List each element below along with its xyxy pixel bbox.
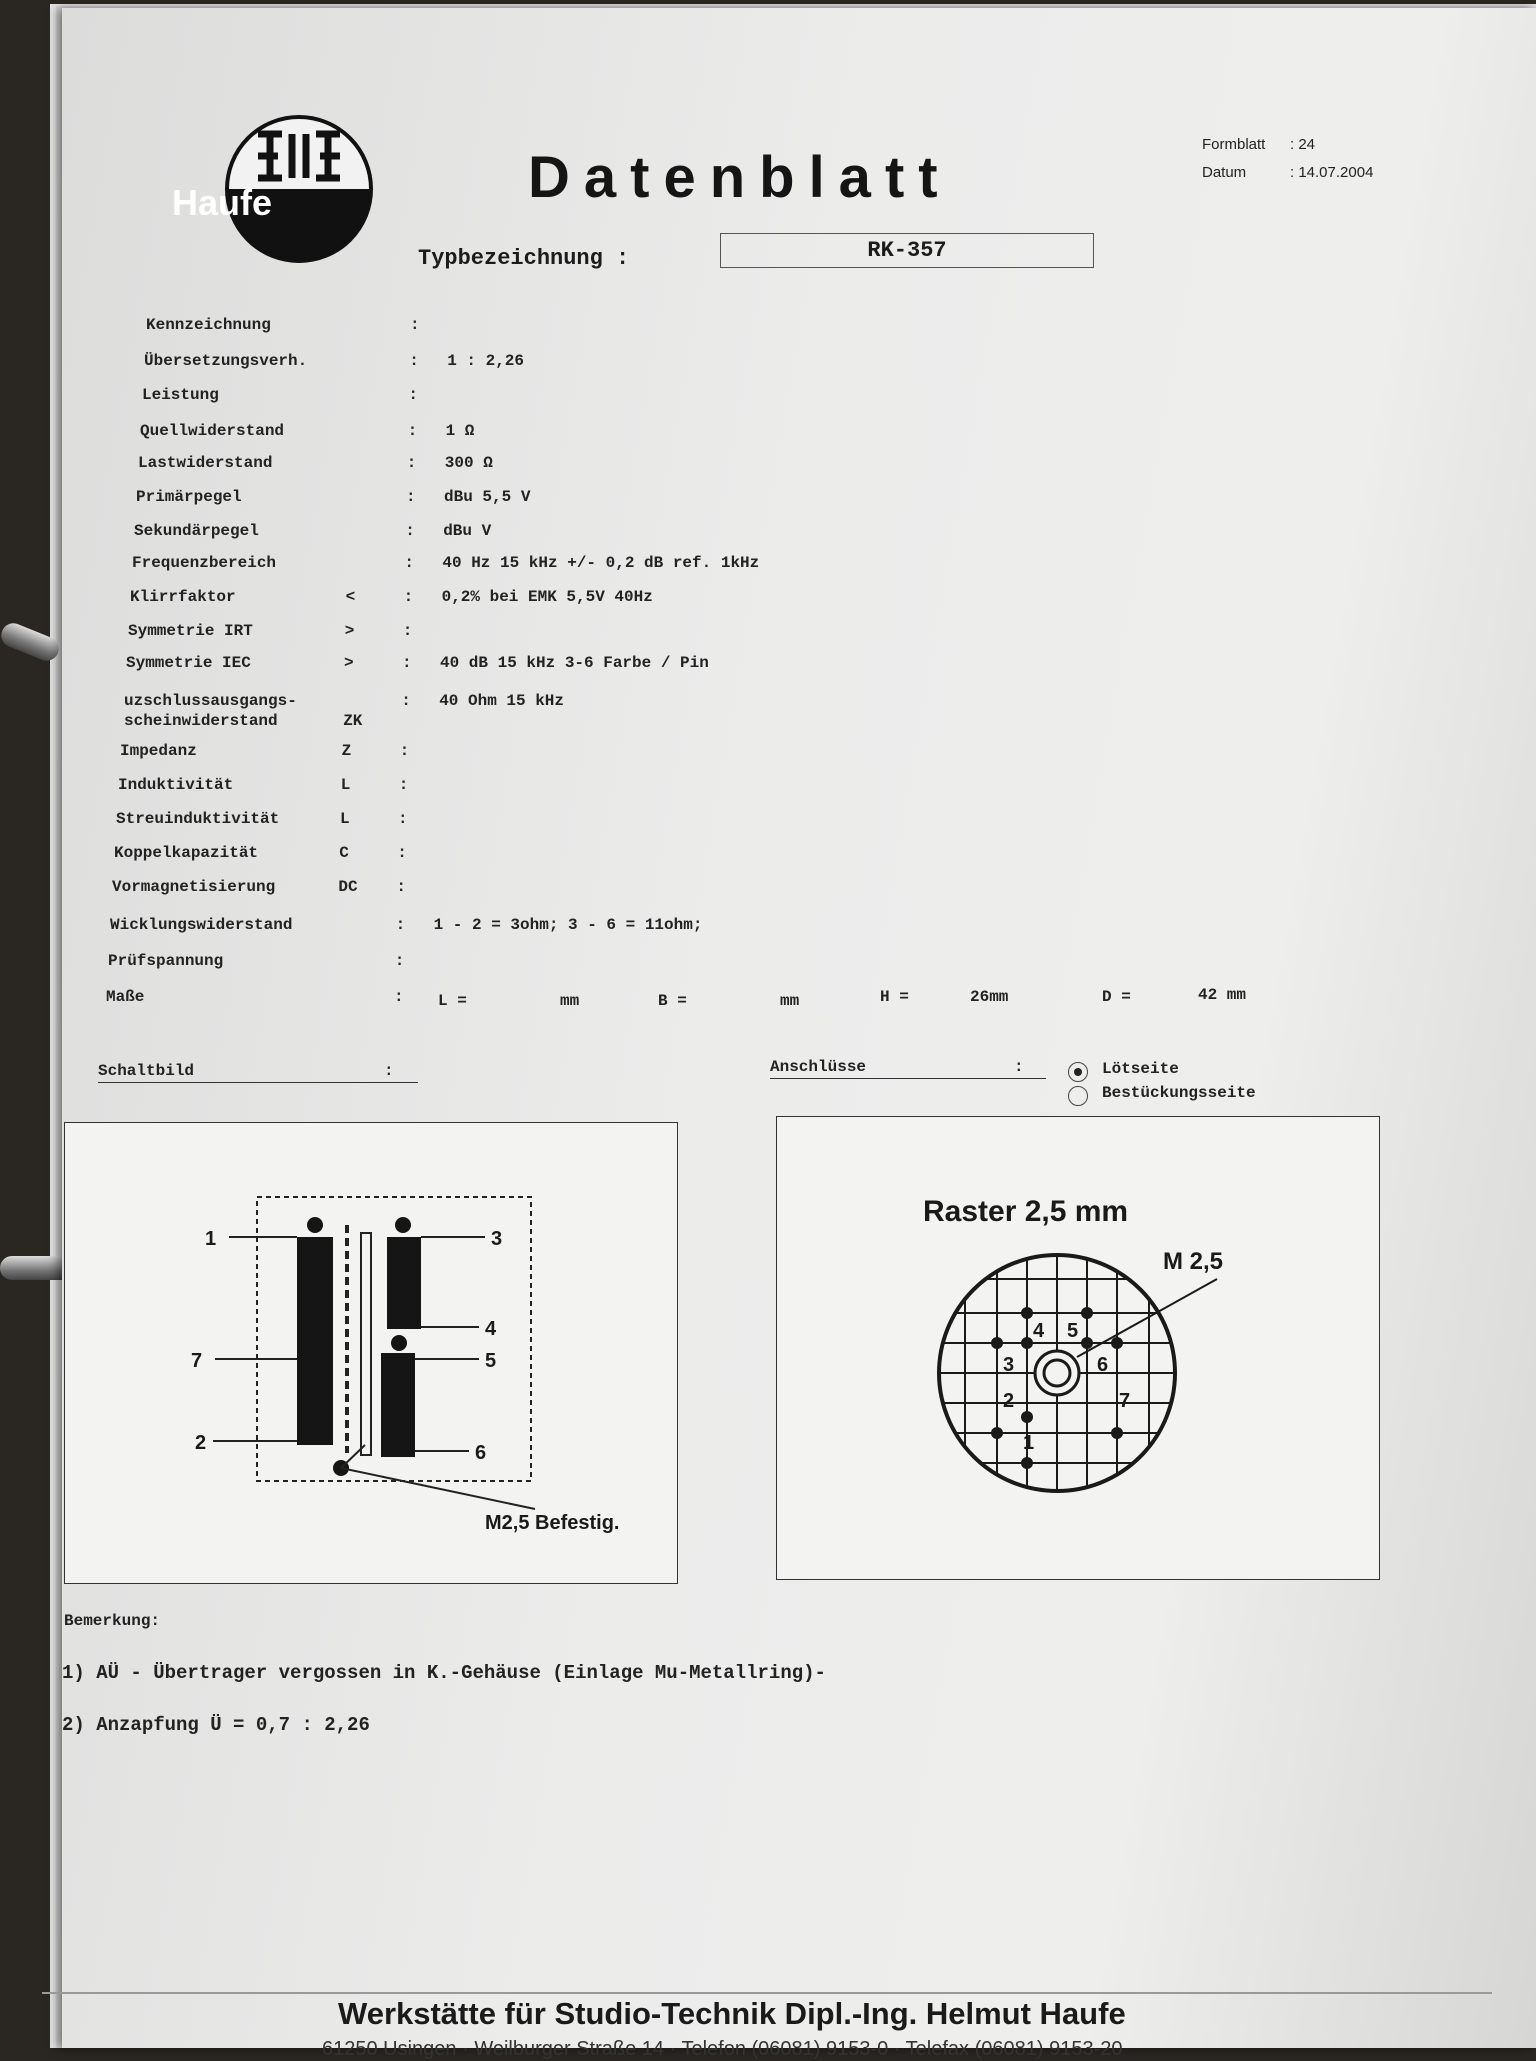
dim-l-label: L = — [438, 992, 467, 1010]
datasheet-page — [62, 8, 1536, 2060]
spec-label: Klirrfaktor — [130, 588, 236, 606]
datum-value: : 14.07.2004 — [1290, 164, 1374, 181]
footer-rule — [42, 1992, 1492, 1994]
spec-colon: : — [398, 810, 408, 828]
spec-symbol: > — [344, 622, 355, 640]
spec-colon: : — [397, 844, 407, 862]
spec-value: dBu V — [443, 522, 492, 540]
datum-label: Datum — [1202, 164, 1247, 181]
dim-l-unit: mm — [560, 992, 580, 1010]
spec-label: Symmetrie IRT — [128, 622, 253, 640]
layout-pin-1: 1 — [1023, 1432, 1035, 1454]
pin-5-label: 5 — [485, 1350, 497, 1372]
pin-3-label: 3 — [491, 1228, 503, 1250]
spec-value: dBu 5,5 V — [444, 488, 531, 506]
layout-pin-6: 6 — [1097, 1354, 1109, 1376]
remarks-heading: Bemerkung: — [64, 1612, 161, 1630]
pin-4-label: 4 — [485, 1318, 497, 1340]
spec-colon: : — [396, 878, 406, 896]
spec-label: Prüfspannung — [108, 952, 224, 970]
spec-label: Streuinduktivität — [116, 810, 280, 828]
spec-colon: : — [402, 622, 413, 640]
spec-colon: : — [403, 588, 414, 606]
spec-symbol: < — [345, 588, 356, 606]
footer-address: 61250 Usingen · Weilburger Straße 14 · Telefon (06081) 9153-0 · Telefax (06081) 9153-20 — [322, 2038, 1123, 2060]
spec-label: Lastwiderstand — [138, 454, 273, 472]
dim-d-value: 42 mm — [1198, 986, 1247, 1004]
spec-symbol: DC — [338, 878, 358, 896]
spec-colon: : — [407, 422, 418, 440]
option-loetseite-label: Lötseite — [1102, 1060, 1179, 1078]
spec-label: Sekundärpegel — [134, 522, 259, 540]
anschluesse-box — [776, 1116, 1380, 1580]
spec-colon: : — [408, 386, 418, 404]
spec-label: Kennzeichnung — [146, 316, 271, 334]
spec-label: Koppelkapazität — [114, 844, 259, 862]
fastening-label: M2,5 Befestig. — [485, 1512, 620, 1534]
spec-value: 300 Ω — [444, 454, 493, 472]
spec-symbol: L — [340, 810, 350, 828]
remark-line-2: 2) Anzapfung Ü = 0,7 : 2,26 — [62, 1714, 370, 1736]
spec-label: Induktivität — [118, 776, 234, 794]
spec-colon: : — [405, 522, 415, 540]
spec-label: Leistung — [142, 386, 219, 404]
layout-pin-4: 4 — [1033, 1320, 1045, 1342]
remark-line-1: 1) AÜ - Übertrager vergossen in K.-Gehäuse (Einlage Mu-Metallring)- — [62, 1662, 826, 1684]
spec-colon: : — [409, 352, 419, 370]
spec-value: 40 Hz 15 kHz +/- 0,2 dB ref. 1kHz — [442, 554, 760, 572]
logo-text: Haufe — [172, 182, 273, 223]
pin-7-label: 7 — [191, 1350, 203, 1372]
layout-pin-3: 3 — [1003, 1354, 1015, 1376]
spec-value: 40 dB 15 kHz 3-6 Farbe / Pin — [440, 654, 709, 672]
spec-colon: : — [399, 742, 410, 760]
spec-symbol: ZK — [343, 712, 363, 730]
layout-pin-7: 7 — [1119, 1390, 1131, 1412]
screw-label: M 2,5 — [1163, 1248, 1224, 1275]
spec-colon: : — [395, 916, 406, 934]
pin-layout-diagram — [777, 1117, 1379, 1579]
formblatt-value: : 24 — [1290, 136, 1316, 153]
spec-colon: : — [394, 988, 404, 1006]
spec-label: Frequenzbereich — [132, 554, 277, 572]
layout-pin-2: 2 — [1003, 1390, 1015, 1412]
spec-label: Impedanz — [120, 742, 197, 760]
spec-colon: : — [406, 488, 416, 506]
spec-symbol: > — [344, 654, 354, 672]
anschluesse-heading — [770, 1058, 1046, 1079]
pin-6-label: 6 — [475, 1442, 487, 1464]
spec-value: 1 Ω — [445, 422, 475, 440]
spec-label: Primärpegel — [136, 488, 242, 506]
spec-label: Wicklungswiderstand — [110, 916, 293, 934]
spec-value: 40 Ohm 15 kHz — [439, 692, 565, 710]
spec-label: Symmetrie IEC — [126, 654, 251, 672]
pin-1-label: 1 — [205, 1228, 217, 1250]
spec-colon: : — [398, 776, 409, 794]
schaltbild-label: Schaltbild — [98, 1062, 195, 1080]
spec-colon: : — [401, 692, 411, 710]
spec-value: 0,2% bei EMK 5,5V 40Hz — [441, 588, 653, 606]
spec-colon: : — [406, 454, 417, 472]
anschluesse-colon: : — [1014, 1058, 1024, 1076]
spec-symbol: C — [339, 844, 349, 862]
spec-label: Maße — [106, 988, 145, 1006]
schaltbild-colon: : — [384, 1062, 394, 1080]
anschluesse-label: Anschlüsse — [770, 1058, 867, 1076]
spec-label: Übersetzungsverh. — [144, 352, 308, 370]
spec-symbol: Z — [341, 742, 352, 760]
dim-b-label: B = — [658, 992, 687, 1010]
schematic-diagram — [65, 1123, 677, 1583]
dim-h-value: 26mm — [970, 988, 1009, 1006]
dim-d-label: D = — [1102, 988, 1131, 1006]
raster-label: Raster 2,5 mm — [923, 1195, 1129, 1228]
dim-b-unit: mm — [780, 992, 800, 1010]
spec-colon: : — [410, 316, 420, 334]
spec-colon: : — [404, 554, 414, 572]
spec-label: uzschlussausgangs- — [124, 692, 297, 710]
radio-bestueckungsseite[interactable] — [1068, 1086, 1088, 1106]
spec-symbol: L — [340, 776, 351, 794]
schaltbild-box — [64, 1122, 678, 1584]
spec-label: Quellwiderstand — [140, 422, 285, 440]
spec-value: 1 - 2 = 3ohm; 3 - 6 = 11ohm; — [433, 916, 703, 934]
dim-h-label: H = — [880, 988, 909, 1006]
spec-label-line2: scheinwiderstand — [124, 712, 278, 730]
layout-pin-5: 5 — [1067, 1320, 1079, 1342]
spec-colon: : — [394, 952, 405, 970]
footer-company: Werkstätte für Studio-Technik Dipl.-Ing. Helmut Haufe — [338, 1996, 1126, 2031]
type-value-box: RK-357 — [720, 233, 1094, 268]
page-title: Datenblatt — [528, 145, 952, 210]
type-label: Typbezeichnung : — [418, 246, 630, 271]
spec-value: 1 : 2,26 — [447, 352, 524, 370]
pin-2-label: 2 — [195, 1432, 207, 1454]
option-bestueckungsseite-label: Bestückungsseite — [1102, 1084, 1256, 1102]
formblatt-label: Formblatt — [1202, 136, 1266, 153]
radio-loetseite[interactable] — [1068, 1062, 1088, 1082]
spec-label: Vormagnetisierung — [112, 878, 276, 896]
spec-colon: : — [402, 654, 412, 672]
schaltbild-heading — [98, 1062, 418, 1083]
